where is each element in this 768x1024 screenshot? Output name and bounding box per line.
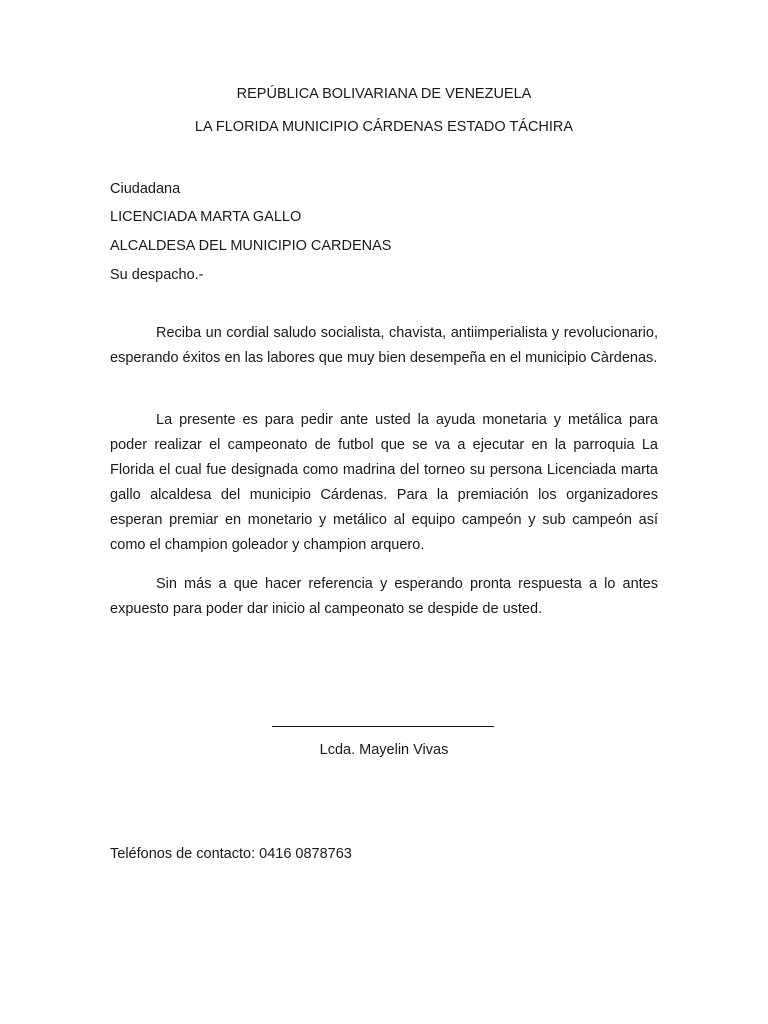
signature-line bbox=[272, 726, 494, 727]
contact-phone: Teléfonos de contacto: 0416 0878763 bbox=[110, 846, 352, 862]
recipient-name: LICENCIADA MARTA GALLO bbox=[110, 209, 302, 225]
header-location: LA FLORIDA MUNICIPIO CÁRDENAS ESTADO TÁCHIRA bbox=[194, 119, 574, 135]
body-paragraph-request: La presente es para pedir ante usted la ayuda monetaria y metálica para poder realizar el campeonato de futbol que se va a ejecutar en la parroquia La Florida el cual fue designada como madrina del torneo su persona Licenciada marta gallo alcaldesa del municipio Cárdenas. Para la premiación los organizadores esperan premiar en monetario y metálico al equipo campeón y sub campeón así como el champion goleador y champion arquero. bbox=[110, 412, 658, 553]
recipient-salutation: Ciudadana bbox=[110, 181, 181, 197]
header-country: REPÚBLICA BOLIVARIANA DE VENEZUELA bbox=[236, 86, 532, 102]
signature-name: Lcda. Mayelin Vivas bbox=[319, 742, 449, 758]
recipient-position: ALCALDESA DEL MUNICIPIO CARDENAS bbox=[110, 238, 392, 254]
body-paragraph-greeting: Reciba un cordial saludo socialista, chavista, antiimperialista y revolucionario, esperando éxitos en las labores que muy bien desempeña en el municipio Càrdenas. bbox=[110, 325, 658, 366]
recipient-office: Su despacho.- bbox=[110, 267, 204, 283]
body-paragraph-closing: Sin más a que hacer referencia y esperando pronta respuesta a lo antes expuesto para poder dar inicio al campeonato se despide de usted. bbox=[110, 576, 658, 617]
